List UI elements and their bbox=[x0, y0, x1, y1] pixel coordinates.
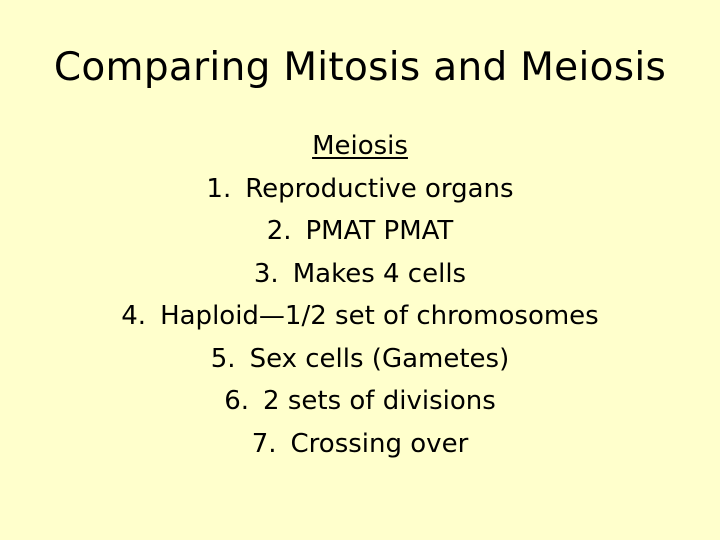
list-item bbox=[0, 168, 720, 211]
list-item-number: 1. bbox=[206, 173, 232, 204]
list-item-number: 7. bbox=[251, 428, 277, 459]
list-item-text: Crossing over bbox=[290, 428, 469, 459]
slide-body bbox=[0, 125, 720, 465]
list-item bbox=[0, 253, 720, 296]
list-item-number: 4. bbox=[121, 301, 147, 331]
list-item-text: Sex cells (Gametes) bbox=[249, 343, 510, 374]
list-item bbox=[0, 423, 720, 466]
list-item bbox=[0, 380, 720, 423]
list-item bbox=[0, 338, 720, 381]
list-item-text: PMAT PMAT bbox=[305, 216, 454, 246]
list-item-text: Makes 4 cells bbox=[292, 258, 467, 289]
list-item-text: Reproductive organs bbox=[245, 173, 514, 204]
list-item-text: 2 sets of divisions bbox=[263, 386, 496, 416]
list-item-number: 3. bbox=[253, 258, 279, 289]
list-item bbox=[0, 210, 720, 253]
list-item-text: Haploid—1/2 set of chromosomes bbox=[160, 301, 599, 331]
list-item bbox=[0, 295, 720, 338]
meiosis-heading: Meiosis bbox=[312, 131, 408, 161]
slide-title: Comparing Mitosis and Meiosis bbox=[53, 45, 667, 90]
list-item-number: 2. bbox=[266, 216, 292, 246]
list-item-number: 5. bbox=[210, 343, 236, 374]
list-item-number: 6. bbox=[224, 386, 250, 416]
